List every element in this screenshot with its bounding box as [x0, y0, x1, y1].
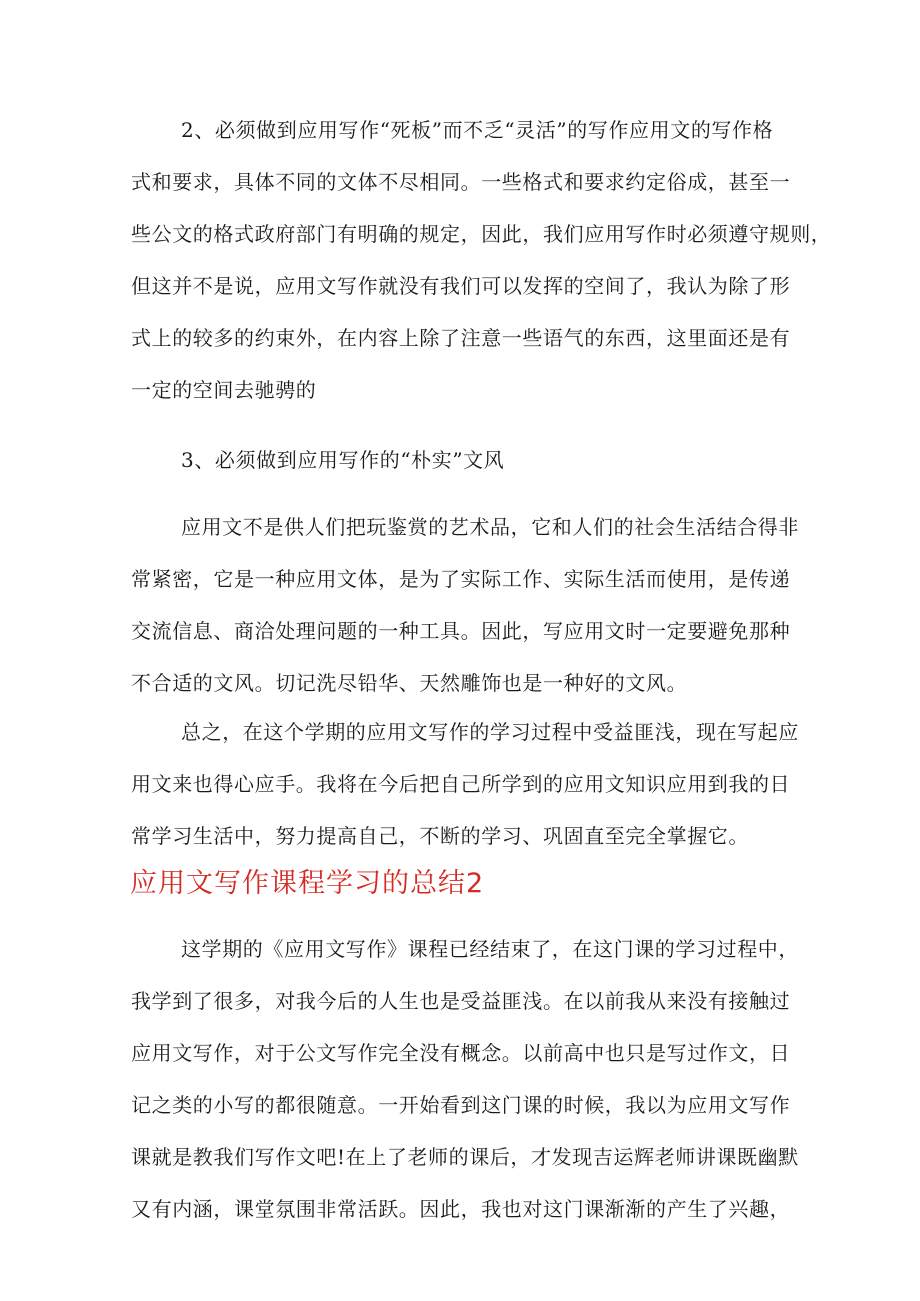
paragraph-line: 不合适的文风。切记洗尽铅华、天然雕饰也是一种好的文风。	[131, 671, 688, 695]
paragraph-line: 交流信息、商洽处理问题的一种工具。因此，写应用文时一定要避免那种	[131, 619, 791, 643]
paragraph-line: 用文来也得心应手。我将在今后把自己所学到的应用文知识应用到我的日	[131, 772, 791, 796]
paragraph-line: 但这并不是说，应用文写作就没有我们可以发挥的空间了，我认为除了形	[131, 274, 791, 298]
paragraph-line: 一定的空间去驰骋的	[131, 378, 317, 402]
paragraph-line: 又有内涵，课堂氛围非常活跃。因此，我也对这门课渐渐的产生了兴趣，	[131, 1197, 791, 1221]
paragraph-line: 课就是教我们写作文吧!在上了老师的课后，才发现吉运辉老师讲课既幽默	[131, 1145, 799, 1169]
section-heading: 应用文写作课程学习的总结2	[130, 868, 485, 899]
paragraph-line: 我学到了很多，对我今后的人生也是受益匪浅。在以前我从来没有接触过	[131, 989, 791, 1013]
paragraph-line: 常学习生活中，努力提高自己，不断的学习、巩固直至完全掌握它。	[131, 824, 749, 848]
paragraph-line: 些公文的格式政府部门有明确的规定，因此，我们应用写作时必须遵守规则，	[131, 222, 832, 246]
paragraph-line: 式和要求，具体不同的文体不尽相同。一些格式和要求约定俗成，甚至一	[131, 170, 791, 194]
paragraph-line: 总之，在这个学期的应用文写作的学习过程中受益匪浅，现在写起应	[181, 720, 799, 744]
paragraph-line: 常紧密，它是一种应用文体，是为了实际工作、实际生活而使用，是传递	[131, 567, 791, 591]
paragraph-line: 应用文写作，对于公文写作完全没有概念。以前高中也只是写过作文，日	[131, 1041, 791, 1065]
paragraph-line: 这学期的《应用文写作》课程已经结束了，在这门课的学习过程中，	[181, 937, 799, 961]
paragraph-line: 应用文不是供人们把玩鉴赏的艺术品，它和人们的社会生活结合得非	[181, 515, 799, 539]
paragraph-line: 式上的较多的约束外，在内容上除了注意一些语气的东西，这里面还是有	[131, 326, 791, 350]
paragraph-line: 2、必须做到应用写作“死板”而不乏“灵活”的写作应用文的写作格	[181, 118, 774, 142]
paragraph-line: 记之类的小写的都很随意。一开始看到这门课的时候，我以为应用文写作	[131, 1093, 791, 1117]
point-title: 3、必须做到应用写作的“朴实”文风	[181, 448, 505, 472]
